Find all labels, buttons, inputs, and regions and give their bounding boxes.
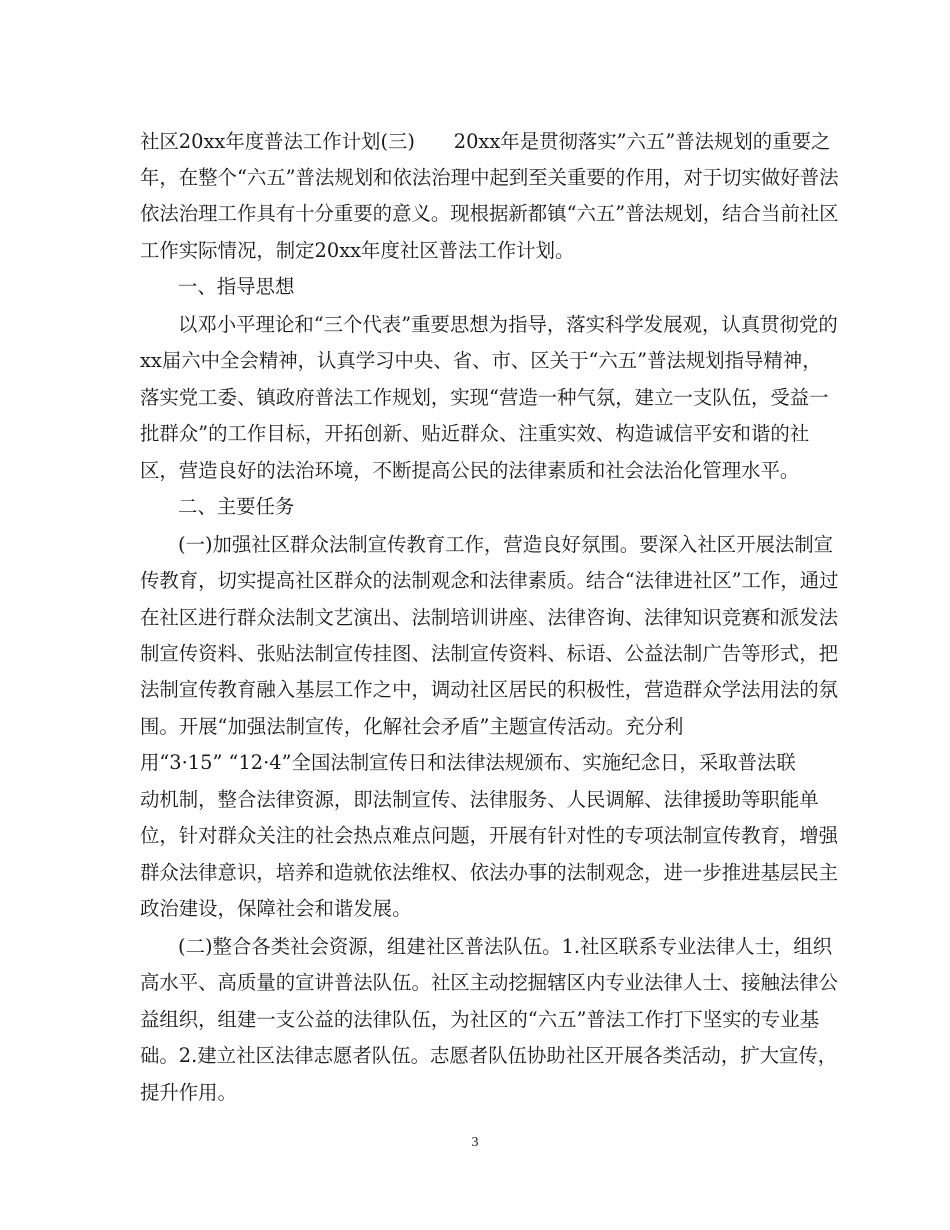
text-line: 益组织，组建一支公益的法律队伍，为社区的“六五”普法工作打下坚实的专业基 <box>140 1008 820 1031</box>
section-heading: 一、指导思想 <box>178 275 295 298</box>
page-number: 3 <box>471 1135 479 1150</box>
text-line: 在社区进行群众法制文艺演出、法制培训讲座、法律咨询、法律知识竞赛和派发法 <box>140 606 839 629</box>
text-line: 政治建设，保障社会和谐发展。 <box>140 897 412 920</box>
text-line: (一)加强社区群众法制宣传教育工作，营造良好氛围。要深入社区开展法制宣 <box>178 533 834 556</box>
text-line: 法制宣传教育融入基层工作之中，调动社区居民的积极性，营造群众学法用法的氛 <box>140 678 839 701</box>
text-line: 位，针对群众关注的社会热点难点问题，开展有针对性的专项法制宣传教育，增强 <box>140 824 839 847</box>
text-line: 础。2.建立社区法律志愿者队伍。志愿者队伍协助社区开展各类活动，扩大宣传， <box>140 1044 838 1067</box>
text-line: 群众法律意识，培养和造就依法维权、依法办事的法制观念，进一步推进基层民主 <box>140 861 839 884</box>
text-line: 依法治理工作具有十分重要的意义。现根据新都镇“六五”普法规划，结合当前社区 <box>140 202 839 225</box>
text-line: 用“3·15” “12·4”全国法制宣传日和法律法规颁布、实施纪念日，采取普法联 <box>140 751 796 774</box>
section-heading: 二、主要任务 <box>178 495 295 518</box>
text-line: 动机制，整合法律资源，即法制宣传、法律服务、人民调解、法律援助等职能单 <box>140 788 819 811</box>
text-line: 高水平、高质量的宣讲普法队伍。社区主动挖掘辖区内专业法律人士、接触法律公 <box>140 971 839 994</box>
text-line: 提升作用。 <box>140 1081 237 1104</box>
text-line: 落实党工委、镇政府普法工作规划，实现“营造一种气氛，建立一支队伍，受益一 <box>140 386 829 409</box>
text-line: xx届六中全会精神，认真学习中央、省、市、区关于“六五”普法规划指导精神， <box>140 349 822 372</box>
text-line: 制宣传资料、张贴法制宣传挂图、法制宣传资料、标语、公益法制广告等形式，把 <box>140 642 839 665</box>
text-line: 区，营造良好的法治环境，不断提高公民的法律素质和社会法治化管理水平。 <box>140 459 800 482</box>
text-line: 批群众”的工作目标，开拓创新、贴近群众、注重实效、构造诚信平安和谐的社 <box>140 422 810 445</box>
text-line: 传教育，切实提高社区群众的法制观念和法律素质。结合“法律进社区”工作，通过 <box>140 569 839 592</box>
text-line: 以邓小平理论和“三个代表”重要思想为指导，落实科学发展观，认真贯彻党的 <box>178 313 838 336</box>
text-line: 年，在整个“六五”普法规划和依法治理中起到至关重要的作用，对于切实做好普法 <box>140 166 839 189</box>
text-line: (二)整合各类社会资源，组建社区普法队伍。1.社区联系专业法律人士，组织 <box>178 935 833 958</box>
text-line: 围。开展“加强法制宣传，化解社会矛盾”主题宣传活动。充分利 <box>140 715 684 738</box>
text-line: 社区20xx年度普法工作计划(三) 20xx年是贯彻落实”六五”普法规划的重要之 <box>140 130 831 153</box>
text-line: 工作实际情况，制定20xx年度社区普法工作计划。 <box>140 239 575 262</box>
